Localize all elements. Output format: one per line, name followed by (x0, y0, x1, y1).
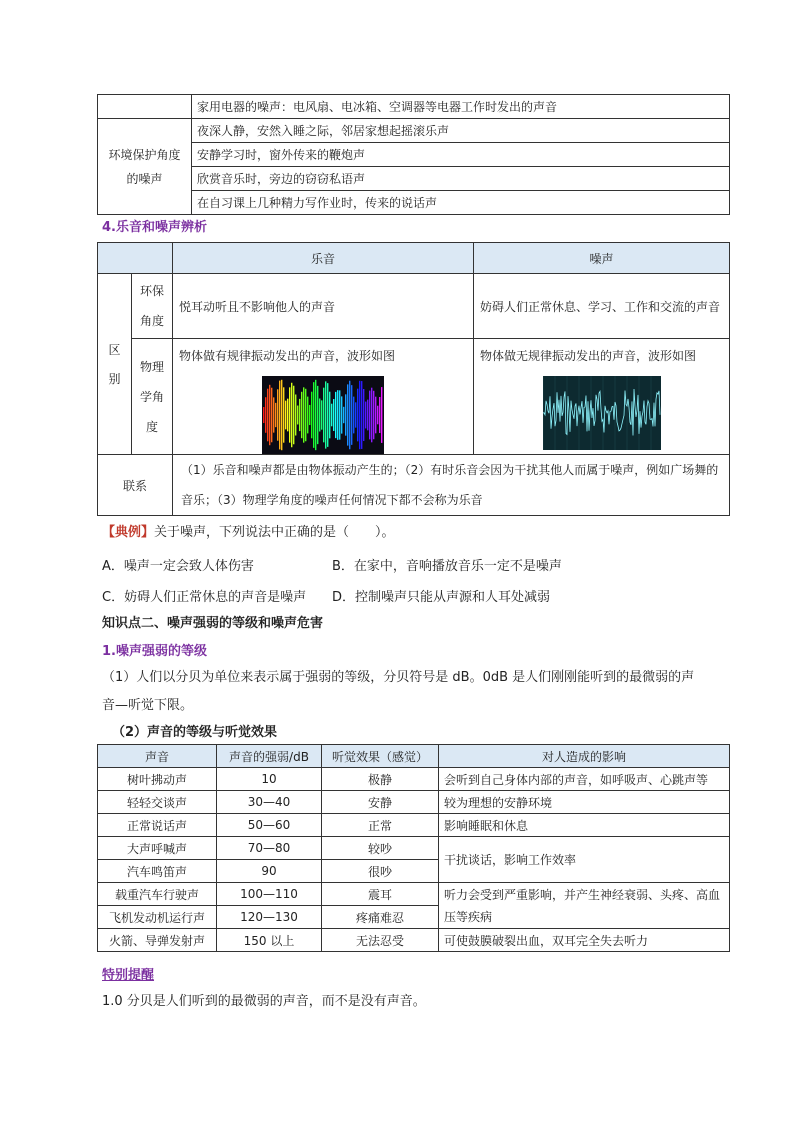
option-b: B．在家中，音响播放音乐一定不是噪声 (332, 559, 562, 574)
table-row: 火箭、导弹发射声 150 以上 无法忍受 可使鼓膜破裂出血，双耳完全失去听力 (98, 929, 730, 952)
table-row (98, 143, 730, 167)
table-row (98, 95, 730, 119)
table-row (98, 191, 730, 215)
table-row (98, 119, 730, 143)
example-question: 【典例】关于噪声，下列说法中正确的是（ ）。 (102, 525, 395, 540)
noise-waveform-image (543, 376, 661, 450)
paragraph-line: （1）人们以分贝为单位来表示属于强弱的等级，分贝符号是 dB。0dB 是人们刚刚能听到的最微弱的声 (102, 670, 695, 685)
table-row: 汽车鸣笛声 90 很吵 (98, 860, 730, 883)
table-row: 载重汽车行驶声 100—110 震耳 听力会受到严重影响，并产生神经衰弱、头疼、高血 压等疾病 (98, 883, 730, 906)
table-cell: 夜深人静，安然入睡之际，邻居家想起摇滚乐声 (192, 119, 730, 143)
row-label: 环境保护角度 的噪声 (98, 119, 192, 215)
sound-level-table (97, 744, 730, 952)
header-cell: 噪声 (474, 243, 730, 274)
music-waveform-image (262, 376, 384, 454)
table-cell: 安静学习时，窗外传来的鞭炮声 (192, 143, 730, 167)
section-heading: 4.乐音和噪声辨析 (102, 220, 207, 235)
knowledge-point-title: 知识点二、噪声强弱的等级和噪声危害 (102, 616, 324, 631)
option-a: A．噪声一定会致人体伤害 (102, 559, 254, 574)
header-cell: 对人造成的影响 (439, 745, 730, 768)
table-row (98, 243, 730, 274)
table-row: 大声呼喊声 70—80 较吵 干扰谈话，影响工作效率 (98, 837, 730, 860)
table-row (98, 339, 730, 455)
header-cell: 声音的强弱/dB (217, 745, 322, 768)
table-cell: 悦耳动听且不影响他人的声音 (173, 274, 474, 339)
table-cell: 物体做有规律振动发出的声音，波形如图 (173, 339, 474, 455)
header-cell: 听觉效果（感觉） (322, 745, 439, 768)
table-cell: 在自习课上几种精力写作业时，传来的说话声 (192, 191, 730, 215)
table-row: 轻轻交谈声 30—40 安静 较为理想的安静环境 (98, 791, 730, 814)
table-cell: 家用电器的噪声：电风扇、电冰箱、空调器等电器工作时发出的声音 (192, 95, 730, 119)
tip-title: 特别提醒 (102, 968, 155, 983)
paragraph-line: 音—听觉下限。 (102, 698, 194, 713)
table-row: 正常说话声 50—60 正常 影响睡眠和休息 (98, 814, 730, 837)
table-cell: 物体做无规律振动发出的声音，波形如图 (474, 339, 730, 455)
example-tag: 【典例】 (102, 525, 155, 540)
subsection-title: （2）声音的等级与听觉效果 (112, 725, 278, 740)
table-row: 飞机发动机运行声 120—130 疼痛难忍 (98, 906, 730, 929)
link-label: 联系 (98, 455, 173, 516)
table-cell: （1）乐音和噪声都是由物体振动产生的；（2）有时乐音会因为干扰其他人而属于噪声，例如广场舞的 音乐；（3）物理学角度的噪声任何情况下都不会称为乐音 (173, 455, 730, 516)
header-cell: 乐音 (173, 243, 474, 274)
table-cell: 妨碍人们正常休息、学习、工作和交流的声音 (474, 274, 730, 339)
music-noise-table (97, 242, 730, 516)
subsection-title: 1.噪声强弱的等级 (102, 644, 207, 659)
merged-effect-cell: 干扰谈话，影响工作效率 (439, 837, 730, 883)
table-row (98, 274, 730, 339)
merged-effect-cell: 听力会受到严重影响，并产生神经衰弱、头疼、高血 压等疾病 (439, 883, 730, 929)
tip-text: 1.0 分贝是人们听到的最微弱的声音，而不是没有声音。 (102, 994, 426, 1009)
phys-label: 物理 学角 度 (132, 339, 173, 455)
noise-examples-table (97, 94, 730, 215)
table-cell: 欣赏音乐时，旁边的窃窃私语声 (192, 167, 730, 191)
table-row (98, 455, 730, 516)
option-d: D．控制噪声只能从声源和人耳处减弱 (332, 590, 551, 605)
table-row (98, 167, 730, 191)
header-cell: 声音 (98, 745, 217, 768)
env-label: 环保 角度 (132, 274, 173, 339)
table-row: 树叶拂动声 10 极静 会听到自己身体内部的声音，如呼吸声、心跳声等 (98, 768, 730, 791)
option-c: C．妨碍人们正常休息的声音是噪声 (102, 590, 307, 605)
diff-label: 区 别 (98, 274, 132, 455)
table-row (98, 745, 730, 768)
